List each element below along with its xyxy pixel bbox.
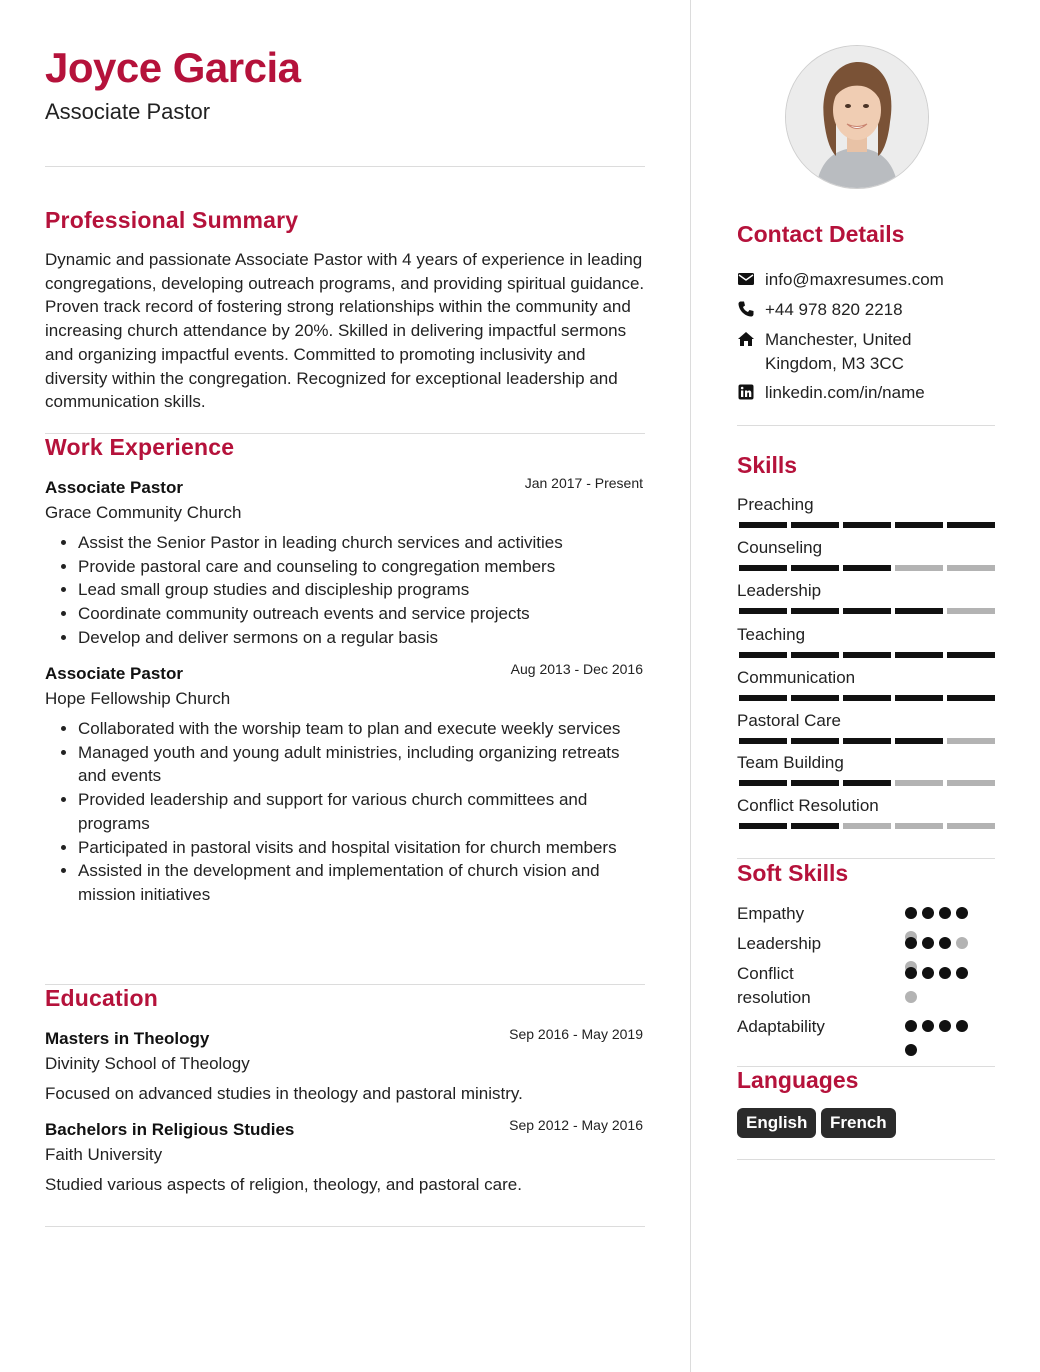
language-pill: English xyxy=(737,1108,816,1138)
degree: Bachelors in Religious Studies xyxy=(45,1120,295,1139)
soft-skill-label-line: Leadership xyxy=(737,934,822,953)
skill-level-segment xyxy=(895,738,943,744)
skill-level-segment xyxy=(791,738,839,744)
experience-heading: Work Experience xyxy=(45,434,235,460)
job-bullet: • Coordinate community outreach events and service projects xyxy=(78,602,645,626)
job-bullets xyxy=(45,531,645,650)
soft-skill-label-line: resolution xyxy=(737,987,811,1007)
skill-level-bar xyxy=(737,738,995,744)
skill-level-bar xyxy=(737,780,995,786)
profile-photo-illustration xyxy=(786,46,928,188)
skill-level-segment xyxy=(947,823,995,829)
education-entry xyxy=(45,1026,645,1104)
skill-level-segment xyxy=(791,608,839,614)
skill-item xyxy=(737,538,995,558)
rating-dot xyxy=(922,967,934,979)
skill-level-segment xyxy=(739,823,787,829)
education-entry xyxy=(45,1117,645,1195)
education-description: Studied various aspects of religion, theology, and pastoral care. xyxy=(45,1175,522,1194)
skill-level-bar xyxy=(737,565,995,571)
education-divider xyxy=(45,1226,645,1227)
contact-heading: Contact Details xyxy=(737,221,905,247)
skill-level-segment xyxy=(947,565,995,571)
skill-level-segment xyxy=(791,652,839,658)
soft-skills-heading: Soft Skills xyxy=(737,860,849,886)
skill-level-bar xyxy=(737,823,995,829)
rating-dot xyxy=(956,937,968,949)
summary-heading: Professional Summary xyxy=(45,207,299,233)
skill-level-segment xyxy=(791,565,839,571)
envelope-icon xyxy=(737,270,755,288)
phone-icon xyxy=(737,300,755,318)
job-bullet: • Collaborated with the worship team to plan and execute weekly services xyxy=(78,717,645,741)
contact-address-text xyxy=(765,328,911,375)
skill-level-segment xyxy=(843,695,891,701)
soft-skill-label xyxy=(737,932,887,956)
job-bullet: • Develop and deliver sermons on a regular basis xyxy=(78,626,645,650)
languages-divider xyxy=(737,1159,995,1160)
skill-level-segment xyxy=(791,780,839,786)
skill-level-bar xyxy=(737,522,995,528)
job-bullet: • Assist the Senior Pastor in leading church services and activities xyxy=(78,531,645,555)
skill-level-segment xyxy=(843,823,891,829)
skill-level-segment xyxy=(739,652,787,658)
skill-item xyxy=(737,711,995,731)
rating-dot xyxy=(939,937,951,949)
rating-dot xyxy=(939,1020,951,1032)
rating-dot xyxy=(905,991,917,1003)
skill-level-segment xyxy=(947,608,995,614)
skill-item xyxy=(737,668,995,688)
skill-level-segment xyxy=(739,738,787,744)
job-organization: Hope Fellowship Church xyxy=(45,689,231,708)
skill-level-segment xyxy=(843,738,891,744)
skill-item xyxy=(737,581,995,601)
skill-label: Counseling xyxy=(737,538,823,557)
rating-dot xyxy=(922,1020,934,1032)
skill-level-segment xyxy=(895,608,943,614)
rating-dot xyxy=(956,1020,968,1032)
profile-photo xyxy=(785,45,929,189)
column-divider xyxy=(690,0,691,1372)
skill-item xyxy=(737,495,995,515)
job-bullet: • Assisted in the development and implementation of church vision and mission initiatives xyxy=(78,859,645,906)
rating-dot xyxy=(905,937,917,949)
linkedin-icon xyxy=(737,383,755,401)
skill-item xyxy=(737,796,995,816)
skill-level-segment xyxy=(895,522,943,528)
job-bullet: • Participated in pastoral visits and hospital visitation for church members xyxy=(78,836,645,860)
job-bullet: • Provided leadership and support for various church committees and programs xyxy=(78,788,645,835)
skill-label: Pastoral Care xyxy=(737,711,841,730)
contact-linkedin-text[interactable]: linkedin.com/in/name xyxy=(765,383,925,402)
skill-level-bar xyxy=(737,608,995,614)
rating-dot xyxy=(905,1044,917,1056)
skill-level-segment xyxy=(895,695,943,701)
candidate-name: Joyce Garcia xyxy=(45,44,301,91)
header-divider xyxy=(45,166,645,167)
skill-label: Team Building xyxy=(737,753,844,772)
job-organization: Grace Community Church xyxy=(45,503,242,522)
job-entry xyxy=(45,475,645,650)
skill-level-segment xyxy=(843,565,891,571)
job-title: Associate Pastor xyxy=(45,664,183,683)
skill-item xyxy=(737,753,995,773)
skill-label: Communication xyxy=(737,668,856,687)
language-pill: French xyxy=(821,1108,896,1138)
education-dates: Sep 2016 - May 2019 xyxy=(509,1026,643,1042)
rating-dot xyxy=(905,907,917,919)
skill-level-segment xyxy=(947,695,995,701)
job-bullet: • Provide pastoral care and counseling to congregation members xyxy=(78,555,645,579)
soft-skill-label xyxy=(737,962,887,1009)
rating-dot xyxy=(939,967,951,979)
job-dates: Jan 2017 - Present xyxy=(524,475,643,491)
skill-level-segment xyxy=(947,652,995,658)
education-description: Focused on advanced studies in theology and pastoral ministry. xyxy=(45,1084,523,1103)
skills-heading: Skills xyxy=(737,452,798,478)
rating-dot xyxy=(905,1020,917,1032)
skill-level-segment xyxy=(947,738,995,744)
skill-level-segment xyxy=(895,823,943,829)
degree: Masters in Theology xyxy=(45,1029,210,1048)
skill-level-segment xyxy=(739,565,787,571)
home-icon xyxy=(737,330,755,348)
rating-dot xyxy=(922,937,934,949)
job-dates: Aug 2013 - Dec 2016 xyxy=(510,661,643,677)
job-bullets xyxy=(45,717,645,907)
skill-level-segment xyxy=(843,522,891,528)
rating-dot xyxy=(939,907,951,919)
soft-skill-label xyxy=(737,1015,887,1039)
contact-phone-text[interactable]: +44 978 820 2218 xyxy=(765,300,903,319)
skill-level-segment xyxy=(843,608,891,614)
rating-dot xyxy=(956,967,968,979)
soft-skill-label-line: Adaptability xyxy=(737,1017,825,1036)
skill-level-segment xyxy=(791,695,839,701)
summary-text: Dynamic and passionate Associate Pastor with 4 years of experience in leading congregations, developing outreach programs, and providing spiritual guidance. Proven track record of fostering strong relationships within the community and increasing church attendance by 20%. Skilled in delivering impactful sermons and organizing impactful events. Committed to promoting inclusivity and diversity within the congregation. Recognized for exceptional leadership and communication skills. xyxy=(45,250,645,412)
skill-level-segment xyxy=(739,695,787,701)
skill-level-segment xyxy=(791,522,839,528)
skill-level-segment xyxy=(947,522,995,528)
skill-label: Leadership xyxy=(737,581,822,600)
skill-level-segment xyxy=(739,780,787,786)
soft-skill-label xyxy=(737,902,887,926)
skill-level-segment xyxy=(947,780,995,786)
skill-level-segment xyxy=(843,780,891,786)
languages-heading: Languages xyxy=(737,1067,859,1093)
skill-level-segment xyxy=(895,652,943,658)
rating-dot xyxy=(956,907,968,919)
education-heading: Education xyxy=(45,985,158,1011)
job-bullet: • Managed youth and young adult ministries, including organizing retreats and events xyxy=(78,741,645,788)
rating-dot xyxy=(905,967,917,979)
soft-skill-label-line: Empathy xyxy=(737,904,805,923)
skill-level-bar xyxy=(737,652,995,658)
skill-level-segment xyxy=(895,565,943,571)
job-bullet: • Lead small group studies and discipleship programs xyxy=(78,578,645,602)
candidate-title: Associate Pastor xyxy=(45,99,211,124)
skill-level-bar xyxy=(737,695,995,701)
skill-label: Conflict Resolution xyxy=(737,796,879,815)
address-line-2: Kingdom, M3 3CC xyxy=(765,353,904,373)
skill-label: Teaching xyxy=(737,625,806,644)
skill-level-segment xyxy=(739,522,787,528)
skills-divider xyxy=(737,858,995,859)
skill-level-segment xyxy=(791,823,839,829)
contact-email-text[interactable]: info@maxresumes.com xyxy=(765,270,944,289)
education-dates: Sep 2012 - May 2016 xyxy=(509,1117,643,1133)
soft-skill-label-line: Conflict xyxy=(737,964,794,983)
skill-level-segment xyxy=(843,652,891,658)
skill-level-segment xyxy=(739,608,787,614)
job-entry xyxy=(45,661,645,907)
skill-level-segment xyxy=(895,780,943,786)
job-title: Associate Pastor xyxy=(45,478,183,497)
contact-divider xyxy=(737,425,995,426)
rating-dot xyxy=(922,907,934,919)
school: Divinity School of Theology xyxy=(45,1054,250,1073)
school: Faith University xyxy=(45,1145,163,1164)
skill-item xyxy=(737,625,995,645)
address-line-1: Manchester, United xyxy=(765,330,912,349)
skill-label: Preaching xyxy=(737,495,814,514)
